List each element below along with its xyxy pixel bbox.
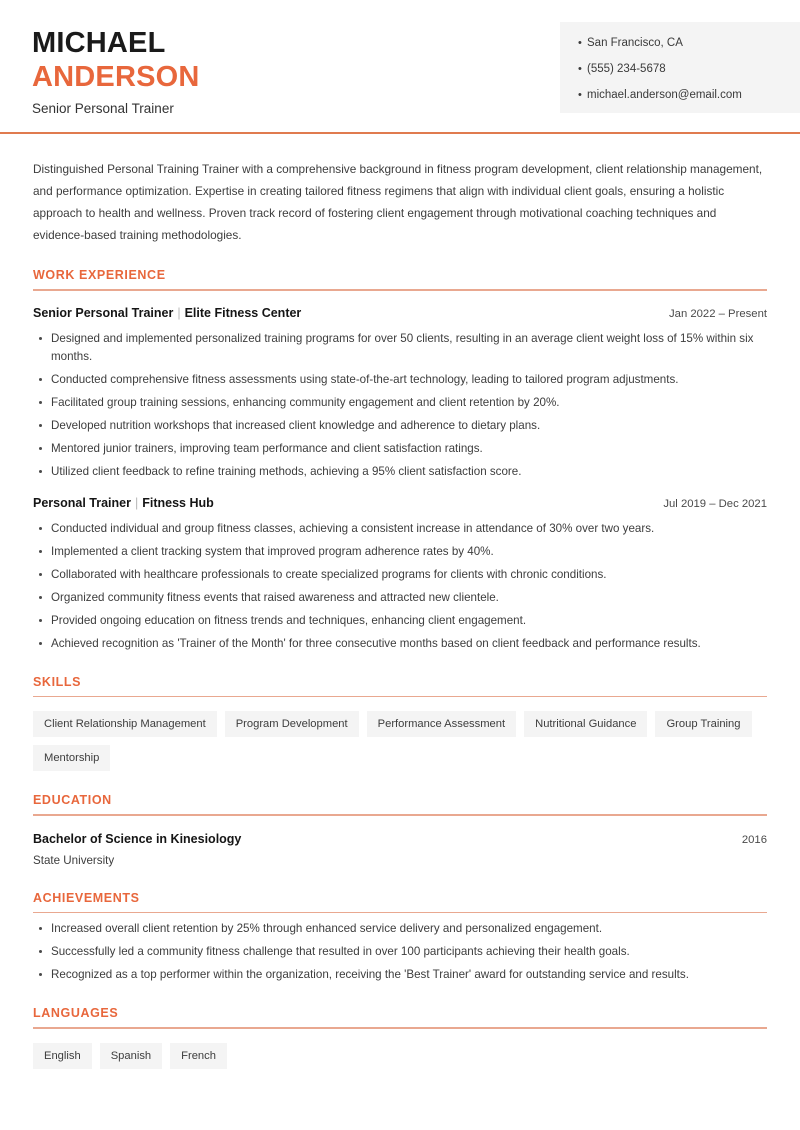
professional-summary: Distinguished Personal Training Trainer with a comprehensive background in fitness program development, client relationship management, and performance optimization. Expertise in creating tailored fitness regimens that align with individual client goals, ensuring a holistic approach to health and wellness. Proven track record of fostering client engagement through motivational coaching techniques and evidence-based training methodologies.	[33, 162, 763, 242]
achievement-bullet: Increased overall client retention by 25% through enhanced service delivery and personalized engagement.	[33, 920, 767, 938]
section-achievements	[33, 891, 767, 985]
section-title-languages: LANGUAGES	[33, 1006, 119, 1020]
experience-bullet: Provided ongoing education on fitness trends and techniques, enhancing client engagement.	[33, 612, 767, 630]
contact-block	[560, 22, 800, 113]
section-divider-achievements	[33, 912, 767, 914]
headline: Senior Personal Trainer	[32, 101, 174, 116]
contact-phone-value[interactable]: (555) 234-5678	[587, 63, 666, 75]
experience-role: Senior Personal Trainer	[33, 305, 174, 320]
contact-item-email[interactable]	[578, 88, 800, 102]
experience-company: Elite Fitness Center	[184, 305, 302, 320]
contact-email-value[interactable]: michael.anderson@email.com	[587, 89, 742, 101]
language-chip: English	[33, 1043, 92, 1069]
language-chip: Spanish	[100, 1043, 162, 1069]
experience-entry-header	[33, 305, 767, 323]
education-entry-header	[33, 831, 767, 849]
section-work-experience	[33, 268, 767, 653]
skill-chip: Mentorship	[33, 745, 110, 771]
first-name: MICHAEL	[32, 27, 166, 59]
education-degree: Bachelor of Science in Kinesiology	[33, 831, 242, 846]
section-title-achievements: ACHIEVEMENTS	[33, 890, 140, 905]
experience-bullet: Organized community fitness events that raised awareness and attracted new clientele.	[33, 589, 767, 607]
experience-bullet: Collaborated with healthcare professionals to create specialized programs for clients with chronic conditions.	[33, 566, 767, 584]
experience-title-line	[33, 305, 301, 322]
header-divider	[0, 132, 800, 134]
section-divider-work-experience	[33, 289, 767, 291]
skill-chip: Client Relationship Management	[33, 711, 217, 737]
phone-icon: •	[578, 63, 582, 75]
achievement-bullet: Recognized as a top performer within the organization, receiving the 'Best Trainer' award for outstanding service and results.	[33, 966, 767, 984]
experience-entry	[33, 495, 767, 653]
experience-bullet: Utilized client feedback to refine training methods, achieving a 95% client satisfaction score.	[33, 463, 767, 481]
experience-bullet-list	[33, 330, 767, 481]
experience-bullet: Implemented a client tracking system that improved program adherence rates by 40%.	[33, 543, 767, 561]
experience-entry-header	[33, 495, 767, 513]
experience-bullet: Designed and implemented personalized training programs for over 50 clients, resulting in an average client weight loss of 15% within six months.	[33, 330, 767, 366]
contact-location-value: San Francisco, CA	[587, 37, 683, 49]
languages-chip-list	[33, 1043, 767, 1069]
experience-date: Jan 2022 – Present	[669, 307, 767, 320]
skill-chip: Program Development	[225, 711, 359, 737]
experience-bullet: Mentored junior trainers, improving team performance and client satisfaction ratings.	[33, 440, 767, 458]
language-chip: French	[170, 1043, 227, 1069]
education-school: State University	[33, 853, 115, 867]
experience-date: Jul 2019 – Dec 2021	[663, 497, 767, 510]
experience-bullet: Facilitated group training sessions, enhancing community engagement and client retention by 20%.	[33, 394, 767, 412]
experience-entry	[33, 305, 767, 481]
location-icon: •	[578, 37, 582, 49]
section-education	[33, 793, 767, 869]
education-entry	[33, 831, 767, 869]
skill-chip: Performance Assessment	[367, 711, 516, 737]
achievements-bullet-list	[33, 920, 767, 984]
experience-company: Fitness Hub	[142, 495, 214, 510]
section-title-skills: SKILLS	[33, 674, 82, 689]
section-languages	[33, 1006, 767, 1069]
name-block	[32, 26, 200, 118]
section-skills	[33, 675, 767, 772]
experience-bullet: Conducted individual and group fitness classes, achieving a consistent increase in attendance of 30% over two years.	[33, 520, 767, 538]
title-separator: |	[134, 495, 139, 510]
last-name: ANDERSON	[32, 61, 200, 93]
experience-bullet: Conducted comprehensive fitness assessments using state-of-the-art technology, leading to tailored program adjustments.	[33, 371, 767, 389]
resume-body	[0, 158, 800, 1069]
achievement-bullet: Successfully led a community fitness challenge that resulted in over 100 participants achieving their health goals.	[33, 943, 767, 961]
skill-chip: Nutritional Guidance	[524, 711, 647, 737]
email-icon: •	[578, 89, 582, 101]
section-title-work-experience: WORK EXPERIENCE	[33, 268, 166, 282]
experience-bullet: Achieved recognition as 'Trainer of the Month' for three consecutive months based on client feedback and performance results.	[33, 635, 767, 653]
skill-chip: Group Training	[655, 711, 751, 737]
section-divider-languages	[33, 1027, 767, 1029]
section-divider-skills	[33, 696, 767, 698]
title-separator: |	[177, 305, 181, 320]
contact-item-location	[578, 36, 800, 50]
experience-bullet-list	[33, 520, 767, 653]
resume-header	[0, 0, 800, 133]
section-title-education: EDUCATION	[33, 793, 112, 807]
experience-role: Personal Trainer	[33, 495, 131, 510]
section-divider-education	[33, 814, 767, 816]
contact-item-phone[interactable]	[578, 62, 800, 76]
skills-chip-list	[33, 711, 767, 771]
experience-bullet: Developed nutrition workshops that increased client knowledge and adherence to dietary plans.	[33, 417, 767, 435]
experience-title-line	[33, 495, 214, 512]
education-year: 2016	[741, 833, 767, 846]
